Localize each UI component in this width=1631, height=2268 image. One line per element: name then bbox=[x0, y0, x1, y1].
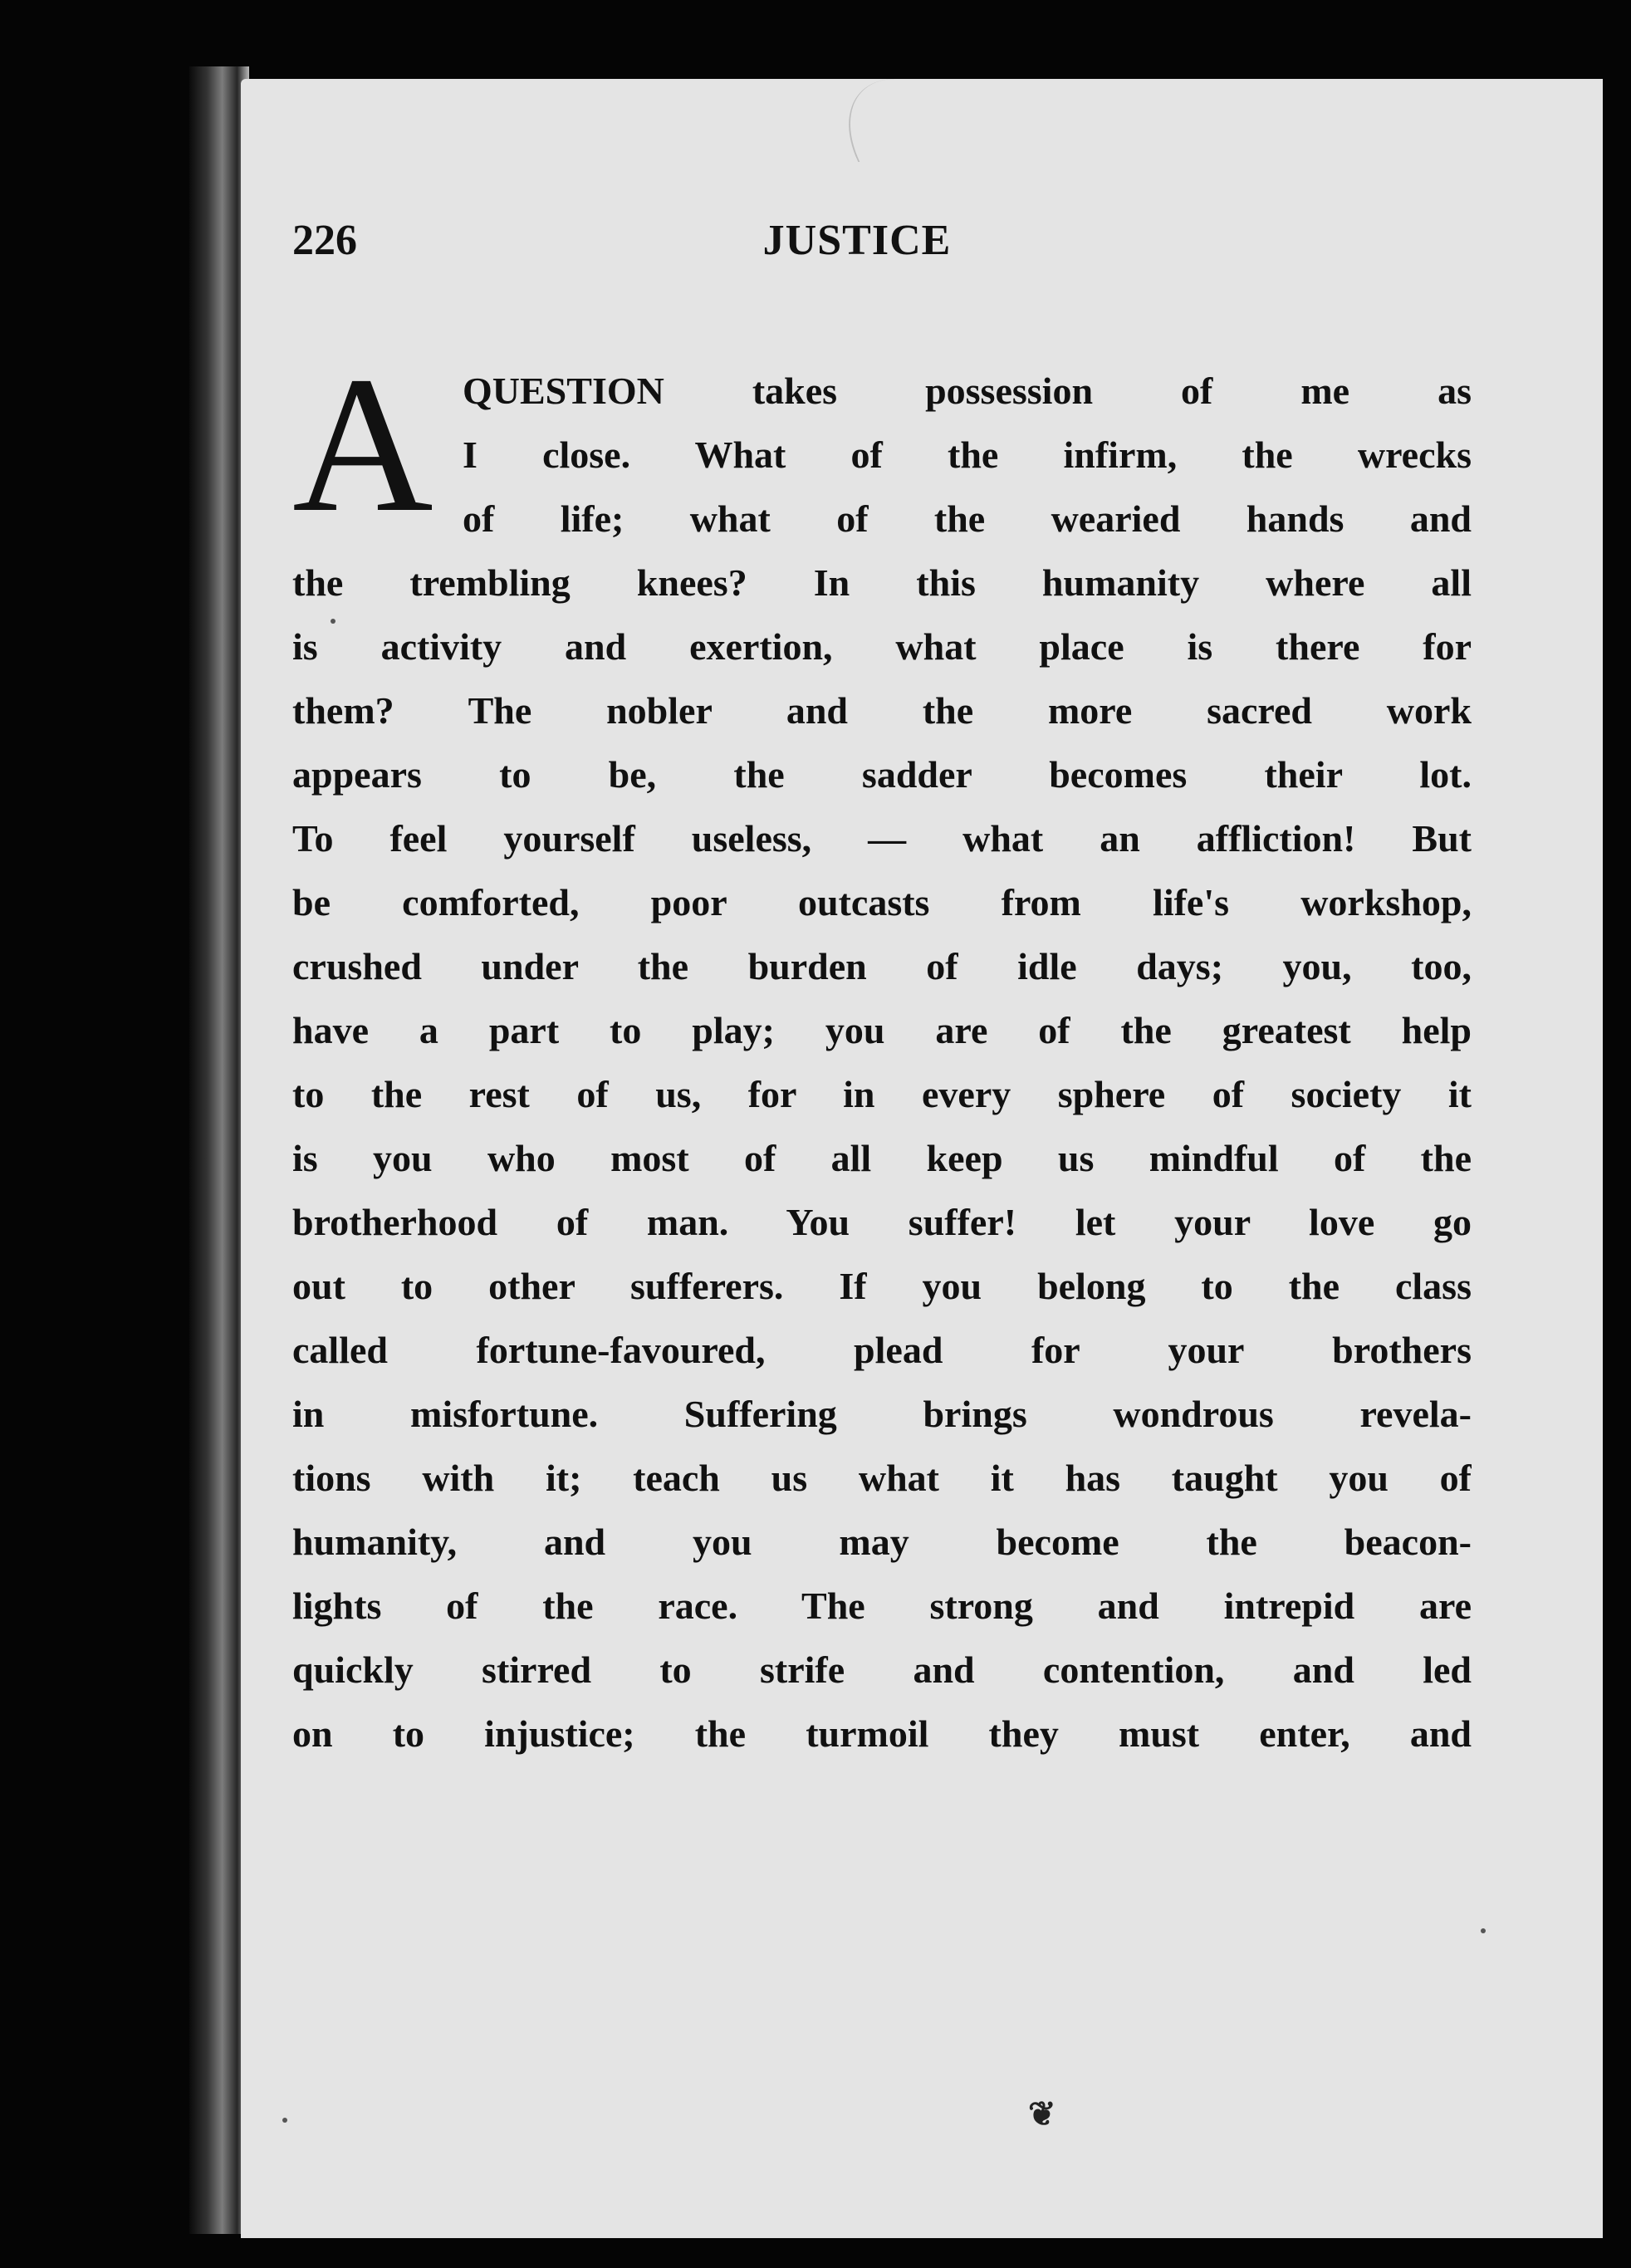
paper-speck bbox=[282, 2118, 287, 2123]
text-line: to the rest of us, for in every sphere of society it bbox=[292, 1073, 1472, 1115]
text-line: crushed under the burden of idle days; you, too, bbox=[292, 945, 1472, 987]
text-line: appears to be, the sadder becomes their lot. bbox=[292, 753, 1472, 796]
text-line: quickly stirred to strife and contention, and led bbox=[292, 1648, 1472, 1691]
text-line: To feel yourself useless, — what an affliction! But bbox=[292, 817, 1472, 860]
body-text bbox=[292, 336, 1472, 1766]
drop-cap-letter: A bbox=[292, 336, 433, 552]
page-fold bbox=[820, 79, 935, 162]
text-line: brotherhood of man. You suffer! let your love go bbox=[292, 1201, 1472, 1243]
paper-speck bbox=[1481, 1928, 1486, 1933]
text-line: out to other sufferers. If you belong to the class bbox=[292, 1265, 1472, 1307]
text-line: of life; what of the wearied hands and bbox=[463, 497, 1472, 540]
text-line: the trembling knees? In this humanity where all bbox=[292, 561, 1472, 604]
text-line: in misfortune. Suffering brings wondrous revela- bbox=[292, 1393, 1472, 1435]
text-line: QUESTION takes possession of me as bbox=[463, 370, 1472, 412]
paper-speck bbox=[331, 619, 336, 624]
text-line: is you who most of all keep us mindful of the bbox=[292, 1137, 1472, 1179]
running-head-title: JUSTICE bbox=[762, 217, 952, 264]
text-line: be comforted, poor outcasts from life's workshop, bbox=[292, 881, 1472, 923]
text-line: called fortune-favoured, plead for your brothers bbox=[292, 1329, 1472, 1371]
text-line: tions with it; teach us what it has taught you of bbox=[292, 1457, 1472, 1499]
printer-ornament-icon: ❦ bbox=[1028, 2095, 1056, 2133]
text-line: them? The nobler and the more sacred work bbox=[292, 689, 1472, 732]
text-line: humanity, and you may become the beacon- bbox=[292, 1521, 1472, 1563]
page-number: 226 bbox=[292, 217, 357, 264]
text-line: lights of the race. The strong and intrepid are bbox=[292, 1585, 1472, 1627]
text-line: on to injustice; the turmoil they must enter, and bbox=[292, 1712, 1472, 1755]
page-header bbox=[292, 208, 1472, 274]
text-line: I close. What of the infirm, the wrecks bbox=[463, 434, 1472, 476]
text-line: is activity and exertion, what place is there for bbox=[292, 625, 1472, 668]
text-line: have a part to play; you are of the greatest help bbox=[292, 1009, 1472, 1051]
